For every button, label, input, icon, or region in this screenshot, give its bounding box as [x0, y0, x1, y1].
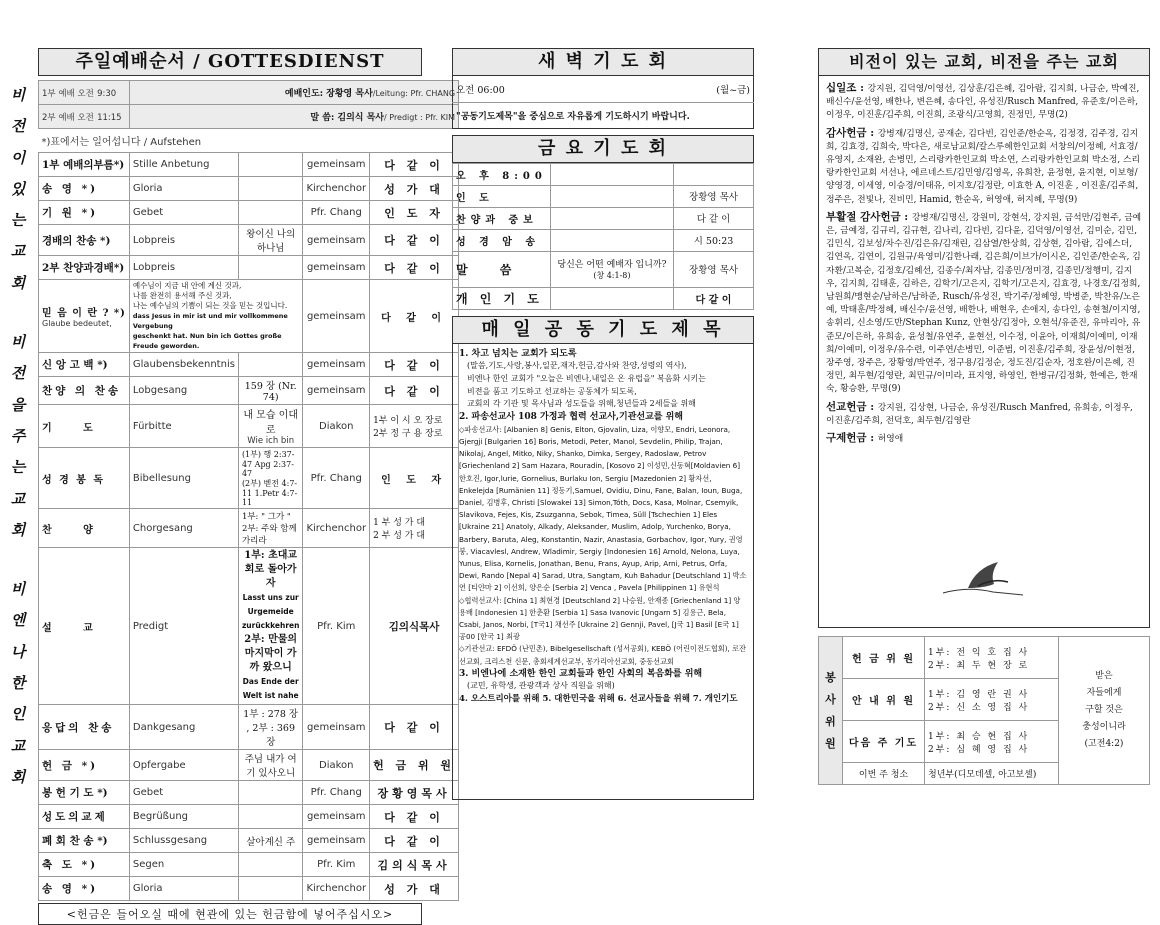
- service-item-who: 장황영목사: [370, 781, 459, 805]
- service-team-title: 봉사위원: [819, 637, 843, 785]
- prayers-body: [452, 344, 754, 800]
- creed-label: 믿 음 이 란 ? *): [42, 308, 126, 319]
- offering-type: 감사헌금 :: [826, 126, 878, 139]
- prayer-3a: (교민, 유학생, 관광객과 상사 직원을 위해): [467, 681, 615, 691]
- motto-char: 교: [10, 736, 26, 755]
- prayer-column: [452, 48, 754, 800]
- service-item-who: 다 같 이: [370, 256, 459, 280]
- offering-type: 부활절 감사헌금 :: [826, 210, 912, 223]
- friday-row-value: [674, 163, 754, 185]
- team-role-2: 안 내 위 원: [843, 679, 925, 721]
- service-item-who-de: Pfr. Kim: [303, 853, 370, 877]
- prayer-1: 1. 차고 넘치는 교회가 되도록: [459, 348, 577, 359]
- friday-row-value: 장황영 목사: [674, 185, 754, 207]
- service-item-who-de: Diakon: [303, 750, 370, 781]
- prayer-elder-1: 1부 이 시 오 장로: [373, 416, 443, 426]
- prayer-label-de: Fürbitte: [129, 405, 238, 448]
- motto-char: 한: [10, 674, 26, 693]
- friday-row-spacer: [550, 207, 673, 229]
- sermon-label: 설 교: [39, 548, 130, 705]
- service-item-label-de: Begrüßung: [129, 805, 238, 829]
- service-item-label: 헌 금 *): [39, 750, 130, 781]
- service-leader: 예배인도: 장황영 목사: [284, 89, 373, 99]
- creed-line-4: dass Jesus in mir ist und mir vollkommene Vergebung: [132, 312, 288, 330]
- service-row: [39, 201, 459, 225]
- creed-line-5: geschenkt hat. Nun bin ich Gottes große Freude geworden.: [132, 332, 282, 350]
- motto-char: 전: [10, 117, 26, 136]
- service-row: [39, 750, 459, 781]
- service-item-content: 주님 내가 여기 있사오니: [238, 750, 303, 781]
- prayer-1d: 교회의 각 기관 및 목사님과 성도들을 위해,청년들과 2세들을 위해: [467, 399, 696, 409]
- cleaning-role: 이번 주 청소: [843, 763, 925, 785]
- motto-char: 있: [10, 179, 26, 198]
- prayer-2: 2. 파송선교사 108 가정과 협력 선교사,기관선교를 위해: [459, 412, 683, 423]
- offering-names: 강병재/김명신, 공재순, 김다빈, 김인준/한순옥, 김정경, 김주경, 김지희, 김효경, 김희숙, 박다은, 새로남교회/칼스루헤한인교회 서창의/이정혜, 서효경/유영지, 소재완, 손병민, 스리랑카한인교회 박소연, 스리랑카한인교회 박소정, 스리랑카한인교회 서선나, 에르네스트/김민영/김영옥, 유희찬, 윤정현, 윤지현, 이보형/양영경, 이세영, 이승경/이태유, 이지호/김정란, 이효한 A, 이진훈 , 이진훈/김주희, 정주은, 전빛나, 진비민, Hamid, 한순옥, 허영애, 허지혜, 무명(9): [826, 128, 1140, 205]
- service-item-who: 성 가 대: [370, 177, 459, 201]
- sermon-title-1: 1부: 초대교회로 돌아가자: [244, 550, 298, 589]
- verse-line: (고전4:2): [1084, 739, 1124, 749]
- creed-row: [39, 280, 459, 353]
- service-item-who-de: gemeinsam: [303, 705, 370, 750]
- service-item-label-de: Lobpreis: [129, 225, 238, 256]
- service-item-label-de: Glaubensbekenntnis: [129, 353, 238, 377]
- motto-char: 비: [10, 333, 26, 352]
- choir-label-de: Chorgesang: [129, 509, 238, 548]
- motto-char: 교: [10, 489, 26, 508]
- service-leader-de: /Leitung: Pfr. CHANG: [372, 89, 456, 98]
- friday-row: [453, 185, 754, 207]
- service-item-content: [238, 781, 303, 805]
- service-item-content: [238, 877, 303, 901]
- friday-row-spacer: [550, 185, 673, 207]
- friday-last-who: 다 같 이: [674, 287, 754, 309]
- service-table: [38, 80, 459, 901]
- sermon-who: 김의식목사: [370, 548, 459, 705]
- offering-section: [826, 211, 1142, 397]
- offering-section: [826, 432, 1142, 446]
- sermon-label-de: Predigt: [129, 548, 238, 705]
- reading-1: (1부) 행 2:37-47 Apg 2:37-47: [241, 450, 295, 478]
- service-row: [39, 377, 459, 405]
- reading-2: (2부) 벧전 4:7-11 1.Petr 4:7-11: [241, 479, 298, 507]
- reading-label-de: Bibellesung: [129, 448, 238, 509]
- verse-line: 구할 것은: [1085, 705, 1123, 715]
- service-item-who-de: gemeinsam: [303, 353, 370, 377]
- first-service-row: [39, 81, 459, 105]
- dawn-time: 오전 06:00: [456, 84, 505, 96]
- service-item-label: 송 영 *): [39, 177, 130, 201]
- motto-char: 엔: [10, 611, 26, 630]
- friday-row-label: 성 경 암 송: [453, 229, 551, 251]
- friday-row-label: 찬양과 중보: [453, 207, 551, 229]
- choir-1: 1 부 성 가 대: [373, 518, 426, 528]
- team-3-second: 2부: 심 혜 영 집 사: [928, 744, 1030, 755]
- reading-row: [39, 448, 459, 509]
- creed-line-3: 나는 예수님의 기쁨이 되는 것을 믿는 것입니다.: [132, 301, 288, 310]
- friday-row-spacer: [550, 163, 673, 185]
- service-item-label-de: Lobpreis: [129, 256, 238, 280]
- service-item-label: 1부 예배의부름*): [39, 153, 130, 177]
- service-item-who: 다 같 이: [370, 153, 459, 177]
- service-item-label: 신 앙 고 백 *): [39, 353, 130, 377]
- offering-section: [826, 127, 1142, 207]
- team-role-3: 다음 주 기도: [843, 721, 925, 763]
- choir-song-1: 1부: " 그가 ": [241, 512, 291, 522]
- service-row: [39, 353, 459, 377]
- service-item-label: 기 원 *): [39, 201, 130, 225]
- prayer-1b: 비엔나 한인 교회가 "오늘은 비엔나,내일은 온 유럽을" 복음화 시키는: [467, 373, 706, 383]
- offering-body: [818, 76, 1150, 628]
- service-item-label: 성도의교제: [39, 805, 130, 829]
- service-item-label-de: Stille Anbetung: [129, 153, 238, 177]
- team-2-first: 1부: 김 영 란 권 사: [928, 689, 1030, 700]
- friday-row: [453, 207, 754, 229]
- service-item-label-de: Gloria: [129, 877, 238, 901]
- service-item-who: 인 도 자: [370, 201, 459, 225]
- service-order-column: [38, 48, 456, 925]
- vertical-motto: [4, 80, 32, 793]
- offering-section: [826, 401, 1142, 428]
- service-item-who-de: gemeinsam: [303, 377, 370, 405]
- friday-title: 금 요 기 도 회: [452, 135, 754, 163]
- creed-who-de: gemeinsam: [303, 280, 370, 353]
- service-item-who-de: gemeinsam: [303, 153, 370, 177]
- offering-names: 허영애: [877, 434, 904, 445]
- service-item-who-de: Kirchenchor: [303, 177, 370, 201]
- service-row: [39, 177, 459, 201]
- motto-char: 인: [10, 705, 26, 724]
- friday-last-label: 개 인 기 도: [453, 287, 551, 309]
- service-item-content: 159 장 (Nr. 74): [238, 377, 303, 405]
- dawn-note: "공동기도제목"을 중심으로 자유롭게 기도하시기 바랍니다.: [453, 102, 754, 128]
- sermon-title-2: 2부: 만물의 마지막이 가까 왔으니: [244, 634, 298, 673]
- offering-title: 비전이 있는 교회, 비전을 주는 교회: [818, 48, 1150, 76]
- motto-char: 을: [10, 395, 26, 414]
- friday-message-row: [453, 251, 754, 287]
- service-item-who: 다 같 이: [370, 705, 459, 750]
- motto-char: 교: [10, 242, 26, 261]
- service-row: [39, 853, 459, 877]
- offering-notice: <헌금은 들어오실 때에 현관에 있는 헌금함에 넣어주십시오>: [38, 903, 422, 925]
- motto-char: 주: [10, 426, 26, 445]
- service-item-label-de: Opfergabe: [129, 750, 238, 781]
- dawn-title: 새 벽 기 도 회: [452, 48, 754, 76]
- team-1-first: 1부: 전 익 호 집 사: [928, 647, 1030, 658]
- service-preacher-de: / Predigt : Pfr. KIM: [384, 113, 456, 122]
- motto-char: 나: [10, 642, 26, 661]
- motto-char: 회: [10, 767, 26, 786]
- service-item-label: 봉 헌 기 도 *): [39, 781, 130, 805]
- sent-missionaries: ◇파송선교사: [Albanien 8] Genis, Elton, Gjovalin, Liza, 이향모, Endri, Leonora, Gjergji [Bulgarien 16] Boris, Metodi, Peter, Manol, Sevdelin, Philip, Trajan, Nikolaj, Angel, Mitko, Niky, Shanko, Dimka, Sergey, Radoslaw, Petrov [Griechenland 2] Sam Hazara, Rouradin, [Kosovo 2] 이성민,신동혁[Moldavien 6] 한호진, Igor,lurie, Gornelius, Burlaku Ion, Sergiu [Mazedonien 2] 황자선, Enkelejda [Rumänien 11] 정동기,Samuel, Ovidiu, Dinu, Fane, Balan, Ioun, Buga, Daniel, 김병후, Christi [Slowakei 13] Simon,Tóth, Docs, Kasa, Molnar, Csemyik, Slavikova, Fejes, Kis, Zsuzganna, Sebok, Timea, Süll [Tschechien 1] Eles [Ukraine 21] Anatoly, Alkady, Aleksander, Muslim, Adolp, Yurchenko, Borya, Barbery, Baruta, Aleg, Konstantin, Nazir, Anastasia, Gorbachov, Igor, Yury, 권영붕, Viacavlesl, Andrew, Wladimir, Sergiy [Indonesien 16] Arnold, Nelona, Luya, Yunus, Elisa, Kornelis, Jonathan, Benu, Frans, Ayup, Arip, Arni, Petrus, Orfa, Dewi, Rando [Nepal 4] Sarad, Utra, Sangtam, Kuh Bahadur [Deutschland 1] 박소연 [티얀마 2] 이선희, 양은순 [Serbia 2] Venca , Pavela [Philippinen 1] 유현석: [459, 424, 747, 593]
- service-item-label: 응답의 찬송: [39, 705, 130, 750]
- service-item-who-de: gemeinsam: [303, 225, 370, 256]
- choir-2: 2 부 성 가 대: [373, 531, 426, 541]
- prayer-hymn-de: Wie ich bin: [247, 436, 295, 446]
- service-item-who-de: gemeinsam: [303, 829, 370, 853]
- service-row: [39, 705, 459, 750]
- service-item-who: 다 같 이: [370, 805, 459, 829]
- service-item-label-de: Lobgesang: [129, 377, 238, 405]
- service-row: [39, 805, 459, 829]
- service-item-content: [238, 177, 303, 201]
- service-item-content: 1부 : 278 장 , 2부 : 369 장: [238, 705, 303, 750]
- bird-illustration: [938, 548, 1028, 601]
- service-item-label-de: Gloria: [129, 177, 238, 201]
- friday-row-value: 다 같 이: [674, 207, 754, 229]
- service-item-who-de: gemeinsam: [303, 805, 370, 829]
- service-row: [39, 781, 459, 805]
- service-item-who: 다 같 이: [370, 377, 459, 405]
- prayer-elder-2: 2부 정 구 용 장로: [373, 429, 443, 439]
- friday-message-title: 당신은 어떤 예배자 입니까?: [557, 260, 667, 270]
- offering-names: 강병재/김명신, 강원미, 강현석, 강지원, 금석만/김현주, 금예은, 금예정, 김규리, 김규현, 김나리, 김다빈, 김다윤, 김덕영/이영선, 김미순, 김민, 김민식, 김보성/차수진/김은유/김재린, 김삼열/한상희, 김상현, 김아람, 김에스더, 김연옥, 김연이, 김원규/육영미/김한나래, 김은희/이브가/이시온, 김인준/한순옥, 김자환/고복순, 김정호/김혜선, 김종수/최자남, 김종민/정미경, 김종민/정행미, 김지우, 김지희, 김태훈, 김하은, 김학기/고은지, 김학기/고은지, 김효경, 나경호/김정희, 남원희/맹현순/남하은/남하준, Rusch/유성진, 박기주/정혜영, 박병준, 박찬유/노은예, 박태훈/박정혜, 배신수/윤선영, 배한나, 배현우, 손애지, 송다인, 송현철/이지영, 송휘리, 신소영/도반/Stephan Kunz, 안현상/김정아, 오현석/유준진, 유마리아, 유준모/이은하, 유희송, 윤성철/유연주, 윤현선, 이수정, 이윤아, 이재희/이예미, 이재희/이예미, 이정우/유수련, 이주연/손병민, 이준범, 이진훈/김주희, 장윤성/이현정, 장주영, 장주은, 장황영/박연주, 정구용/김정순, 정도진/김순자, 정호완/이은혜, 진정민, 최두현/김영란, 최민규/이미라, 표지영, 하영인, 한병규/김정화, 한예은, 한재숙, 황승환, 무명(9): [826, 212, 1142, 395]
- prayer-1a: (말씀,기도,사랑,봉사,일꾼,재자,헌금,감사와 찬양,성령의 역사),: [467, 361, 687, 371]
- sermon-title-1-de: Lasst uns zur Urgemeide zurückkehren: [241, 593, 300, 630]
- dawn-days: (월~금): [716, 84, 750, 96]
- service-item-who-de: gemeinsam: [303, 256, 370, 280]
- creed-line-1: 예수님이 지금 내 안에 계신 것과,: [132, 281, 242, 290]
- second-service-time: 11:15: [97, 112, 122, 123]
- prayer-row: [39, 405, 459, 448]
- team-1-second: 2부: 최 두 현 장 로: [928, 660, 1030, 671]
- service-item-label: 폐 회 찬 송 *): [39, 829, 130, 853]
- dawn-table: [452, 76, 754, 129]
- creed-who: 다 같 이: [370, 280, 459, 353]
- service-item-label-de: Schlussgesang: [129, 829, 238, 853]
- service-item-label: 찬양 의 찬송: [39, 377, 130, 405]
- service-item-label: 경배의 찬송 *): [39, 225, 130, 256]
- service-item-who-de: Pfr. Chang: [303, 781, 370, 805]
- service-item-content: 왕이신 나의 하나님: [238, 225, 303, 256]
- service-item-label-de: Dankgesang: [129, 705, 238, 750]
- second-service-label: 2부 예배 오전: [42, 112, 94, 123]
- stand-note: *)표에서는 일어섭니다 / Aufstehen: [39, 129, 459, 153]
- choir-label: 찬 양: [39, 509, 130, 548]
- friday-message-label: 말 씀: [453, 251, 551, 287]
- bird-icon: [938, 548, 1028, 598]
- prayer-who-de: Diakon: [303, 405, 370, 448]
- motto-char: 비: [10, 580, 26, 599]
- service-title: 주일예배순서 / GOTTESDIENST: [38, 48, 422, 76]
- friday-row-value: 시 50:23: [674, 229, 754, 251]
- service-item-label-de: Gebet: [129, 781, 238, 805]
- motto-char: 비: [10, 86, 26, 104]
- service-item-label: 축 도 *): [39, 853, 130, 877]
- motto-char: 전: [10, 364, 26, 383]
- prayer-4: 4. 오스트리아를 위해 5. 대한민국을 위해 6. 선교사들을 위해 7. 개인기도: [459, 694, 738, 705]
- verse-line: 자들에게: [1086, 688, 1122, 698]
- motto-char: 이: [10, 148, 26, 167]
- institution-missions: ◇기관선교: EFDÖ (난민촌), Bibelgesellschaft (성서공회), KEBÖ (어린이전도협회), 로잔선교회, 크리스천 신문, 총회세계선교부, 몽가리아선교회, 중동선교회: [459, 644, 747, 666]
- service-team-table: [818, 636, 1150, 785]
- service-item-content: [238, 853, 303, 877]
- stand-note-row: [39, 129, 459, 153]
- motto-char: 는: [10, 458, 26, 477]
- motto-char: 회: [10, 520, 26, 539]
- motto-char: 는: [10, 211, 26, 230]
- service-row: [39, 829, 459, 853]
- offering-names: 강지원, 김상현, 나금순, 유성진/Rusch Manfred, 유희송, 이정우, 이진훈/김주희, 전덕호, 최두현/김영란: [826, 402, 1133, 426]
- friday-row-spacer: [550, 229, 673, 251]
- service-item-content: [238, 353, 303, 377]
- sermon-row: [39, 548, 459, 705]
- service-row: [39, 256, 459, 280]
- second-service-row: [39, 105, 459, 129]
- service-item-who: 다 같 이: [370, 829, 459, 853]
- prayer-3: 3. 비엔나에 소재한 한인 교회들과 한인 사회의 복음화를 위해: [459, 668, 703, 679]
- service-item-label: 송 영 *): [39, 877, 130, 901]
- service-item-content: [238, 201, 303, 225]
- service-item-who-de: Kirchenchor: [303, 877, 370, 901]
- friday-row: [453, 229, 754, 251]
- service-preacher: 말 씀: 김의식 목사: [310, 113, 385, 123]
- friday-message-speaker: 장황영 목사: [674, 251, 754, 287]
- offering-type: 구제헌금 :: [826, 432, 878, 445]
- service-item-who: 다 같 이: [370, 225, 459, 256]
- offering-type: 선교헌금 :: [826, 400, 878, 413]
- choir-song-2: 2부: 주와 함께 가리라: [241, 524, 297, 546]
- choir-row: [39, 509, 459, 548]
- partner-missionaries: ◇협력선교사: [China 1] 최현경 [Deutschland 2] 나승원, 안재종 [Griechenland 1] 양용배 [Indonesien 1] 한춘환 [Serbia 1] Sasa Ivanovic [Ungarn 5] 김용근, Bela, Csabi, Janos, Norbi, [T국1] 채선주 [Ukraine 2] Gennji, Pavel, [J국 1] Basil [E국 1] 공00 [한국 1] 최광: [459, 595, 741, 642]
- prayer-label: 기 도: [39, 405, 130, 448]
- sermon-who-de: Pfr. Kim: [303, 548, 370, 705]
- first-service-label: 1부 예배 오전: [42, 88, 94, 99]
- service-item-who: 다 같 이: [370, 353, 459, 377]
- service-item-label-de: Gebet: [129, 201, 238, 225]
- reading-label: 성 경 봉 독: [39, 448, 130, 509]
- friday-table: [452, 163, 754, 310]
- first-service-time: 9:30: [97, 88, 117, 99]
- offering-column: [818, 48, 1150, 785]
- sermon-title-2-de: Das Ende der Welt ist nahe: [242, 677, 299, 700]
- reading-who-de: Pfr. Chang: [303, 448, 370, 509]
- cleaning-team: 청년부(디모데셀, 아고보셀): [925, 763, 1059, 785]
- friday-row: [453, 163, 754, 185]
- prayer-1c: 비전을 품고 기도하고 선교하는 공동체가 되도록,: [467, 386, 637, 396]
- reading-who: 인 도 자: [370, 448, 459, 509]
- team-verse: [1059, 637, 1150, 785]
- choir-who-de: Kirchenchor: [303, 509, 370, 548]
- service-item-content: [238, 153, 303, 177]
- prayers-title: 매 일 공 동 기 도 제 목: [452, 316, 754, 344]
- service-item-who-de: Pfr. Chang: [303, 201, 370, 225]
- creed-label-de: Glaube bedeutet,: [42, 319, 112, 328]
- friday-row-label: 오 후 8:00: [453, 163, 551, 185]
- offering-type: 십일조 :: [826, 82, 868, 94]
- offering-section: [826, 82, 1142, 123]
- service-row: [39, 225, 459, 256]
- service-item-who: 김의식목사: [370, 853, 459, 877]
- team-2-second: 2부: 신 소 영 집 사: [928, 702, 1030, 713]
- service-item-who: 성 가 대: [370, 877, 459, 901]
- service-row: [39, 877, 459, 901]
- service-item-label-de: Segen: [129, 853, 238, 877]
- motto-char: 회: [10, 273, 26, 292]
- friday-row-label: 인 도: [453, 185, 551, 207]
- service-item-content: [238, 256, 303, 280]
- service-item-label: 2부 찬양과경배*): [39, 256, 130, 280]
- service-item-who: 헌 금 위 원: [370, 750, 459, 781]
- service-row: [39, 153, 459, 177]
- offering-names: 강지원, 김덕영/이영선, 김상훈/김은혜, 김아람, 김지희, 나금순, 박예진, 배신수/윤선영, 배한나, 변은혜, 송다인, 유성진/Rusch Manfred, 유준호/이은하, 이정우, 이진훈/김주희, 이진희, 조광식/고영희, 진정민, 무명(2): [826, 84, 1140, 121]
- verse-line: 충성이니라: [1082, 722, 1126, 732]
- team-role-1: 헌 금 위 원: [843, 637, 925, 679]
- friday-message-ref: (창 4:1-8): [593, 271, 631, 280]
- team-3-first: 1부: 최 승 현 집 사: [928, 731, 1030, 742]
- creed-line-2: 나를 완전히 용서해 주신 것과,: [132, 291, 232, 300]
- service-item-content: [238, 805, 303, 829]
- verse-line: 받은: [1095, 671, 1113, 681]
- service-item-content: 살아계신 주: [238, 829, 303, 853]
- prayer-hymn: 내 모습 이대로: [243, 410, 299, 436]
